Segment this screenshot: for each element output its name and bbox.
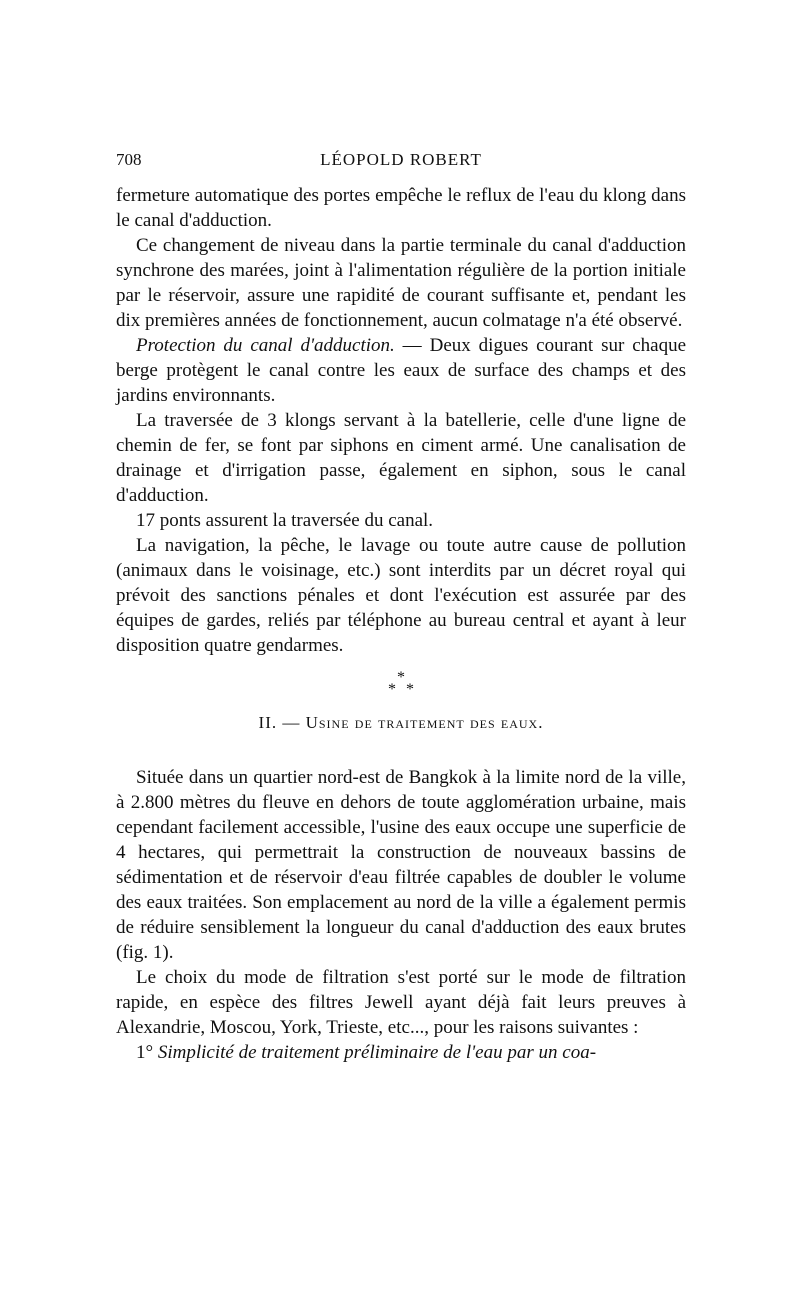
paragraph: 17 ponts assurent la traversée du canal. — [136, 510, 434, 531]
paragraph-body: — Deux digues courant sur chaque berge protègent le canal contre les eaux de surface des champs et des jardins environnants. — [116, 335, 686, 406]
running-head: LÉOPOLD ROBERT — [320, 150, 482, 169]
paragraph-lead: Protection du canal d'adduction. — [136, 335, 395, 356]
asterism — [116, 669, 686, 698]
paragraph-protection — [116, 333, 686, 408]
paragraph: La navigation, la pêche, le lavage ou toute autre cause de pollution (animaux dans le voisinage, etc.) sont interdits par un décret royal qui prévoit des sanctions pénales et dont l'exécution est assurée par des équipes de gardes, reliés par téléphone au bureau central et ayant à leur disposition quatre gendarmes. — [116, 535, 686, 656]
section-number: II. — [258, 713, 278, 732]
body-text — [116, 183, 686, 1065]
section-heading — [116, 710, 686, 735]
page-number: 708 — [116, 150, 142, 169]
section-dash: — — [282, 713, 301, 732]
paragraph: fermeture automatique des portes empêche le reflux de l'eau du klong dans le canal d'adduction. — [116, 185, 686, 231]
section-title: Usine de traitement des eaux. — [305, 713, 544, 732]
list-item-text: Simplicité de traitement préliminaire de l'eau par un coa- — [157, 1042, 597, 1063]
asterism-bottom: * * — [388, 681, 414, 698]
list-item-number: 1° — [136, 1042, 154, 1063]
page-header — [116, 150, 686, 174]
paragraph: Ce changement de niveau dans la partie terminale du canal d'adduction synchrone des marées, joint à l'alimentation régulière de la portion initiale par le réservoir, assure une rapidité de courant suffisante et, pendant les dix premières années de fonctionnement, aucun colmatage n'a été observé. — [116, 235, 686, 331]
paragraph: La traversée de 3 klongs servant à la batellerie, celle d'une ligne de chemin de fer, se font par siphons en ciment armé. Une canalisation de drainage et d'irrigation passe, également en siphon, sous le canal d'adduction. — [116, 410, 686, 506]
paragraph: Située dans un quartier nord-est de Bangkok à la limite nord de la ville, à 2.800 mètres du fleuve en dehors de toute agglomération urbaine, mais cependant facilement accessible, l'usine des eaux occupe une superficie de 4 hectares, qui permettrait la construction de nouveaux bassins de sédimentation et de réservoir d'eau filtrée capables de doubler le volume des eaux traitées. Son emplacement au nord de la ville a également permis de réduire sensiblement la longueur du canal d'adduction des eaux brutes (fig. 1). — [116, 767, 686, 963]
paragraph: Le choix du mode de filtration s'est porté sur le mode de filtration rapide, en espèce des filtres Jewell ayant déjà fait leurs preuves à Alexandrie, Moscou, York, Trieste, etc..., pour les raisons suivantes : — [116, 967, 686, 1038]
list-item — [116, 1040, 686, 1065]
asterism-top: * — [397, 669, 405, 686]
